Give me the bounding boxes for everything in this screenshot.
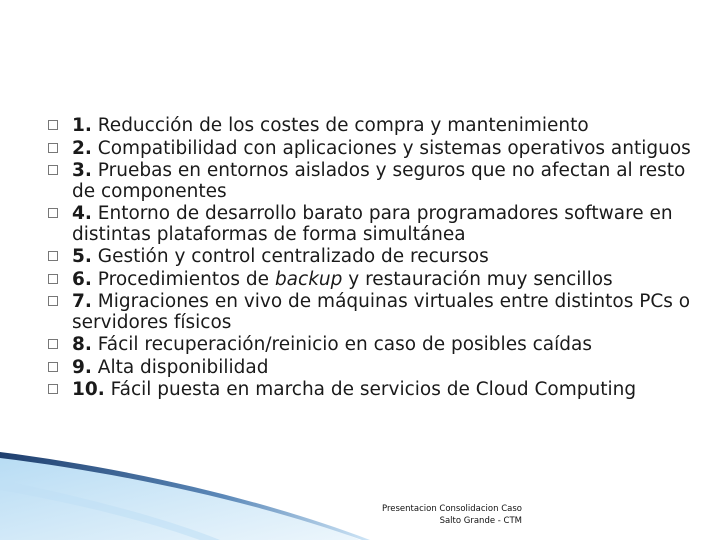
item-text: Gestión y control centralizado de recursos (91, 246, 489, 267)
item-text: Fácil recuperación/reinicio en caso de posibles caídas (91, 334, 592, 355)
item-text: Entorno de desarrollo barato para programadores software en distintas plataformas de forma simultánea (72, 203, 673, 245)
item-number: 8. (72, 334, 92, 355)
content-bullet-list (56, 116, 696, 403)
checkbox-bullet-icon (48, 339, 58, 349)
checkbox-bullet-icon (48, 251, 58, 261)
list-item (56, 270, 696, 291)
item-text-pre: Procedimientos de (91, 268, 275, 290)
item-text-italic: backup (274, 268, 343, 290)
checkbox-bullet-icon (48, 120, 58, 130)
list-item (56, 161, 696, 202)
item-number: 2. (72, 137, 92, 159)
item-text: Pruebas en entornos aislados y seguros que no afectan al resto de componentes (72, 160, 686, 202)
checkbox-bullet-icon (48, 208, 58, 218)
list-item (56, 292, 696, 333)
list-item (56, 204, 696, 245)
list-item (56, 116, 696, 137)
footer-line-2: Salto Grande - CTM (439, 516, 522, 526)
item-number: 5. (72, 246, 92, 267)
item-number: 6. (72, 268, 92, 290)
checkbox-bullet-icon (48, 165, 58, 175)
list-item (56, 247, 696, 268)
list-item (56, 380, 696, 401)
checkbox-bullet-icon (48, 362, 58, 372)
item-text-post: y restauración muy sencillos (342, 268, 613, 290)
item-text: Fácil puesta en marcha de servicios de Cloud Computing (104, 379, 637, 400)
list-item (56, 358, 696, 379)
list-item (56, 335, 696, 356)
item-number: 10. (72, 379, 105, 400)
item-number: 7. (72, 291, 92, 312)
item-number: 1. (72, 115, 92, 136)
footer-line-1: Presentacion Consolidacion Caso (381, 504, 522, 514)
item-text: Alta disponibilidad (91, 356, 269, 378)
checkbox-bullet-icon (48, 384, 58, 394)
item-text: Migraciones en vivo de máquinas virtuales entre distintos PCs o servidores físicos (72, 291, 691, 333)
checkbox-bullet-icon (48, 296, 58, 306)
checkbox-bullet-icon (48, 143, 58, 153)
item-text: Compatibilidad con aplicaciones y sistemas operativos antiguos (91, 137, 691, 159)
list-item (56, 139, 696, 160)
item-number: 3. (72, 160, 92, 181)
slide-footer (330, 503, 522, 527)
checkbox-bullet-icon (48, 274, 58, 284)
item-number: 4. (72, 203, 92, 224)
item-text: Reducción de los costes de compra y mantenimiento (91, 115, 589, 136)
item-number: 9. (72, 356, 92, 378)
